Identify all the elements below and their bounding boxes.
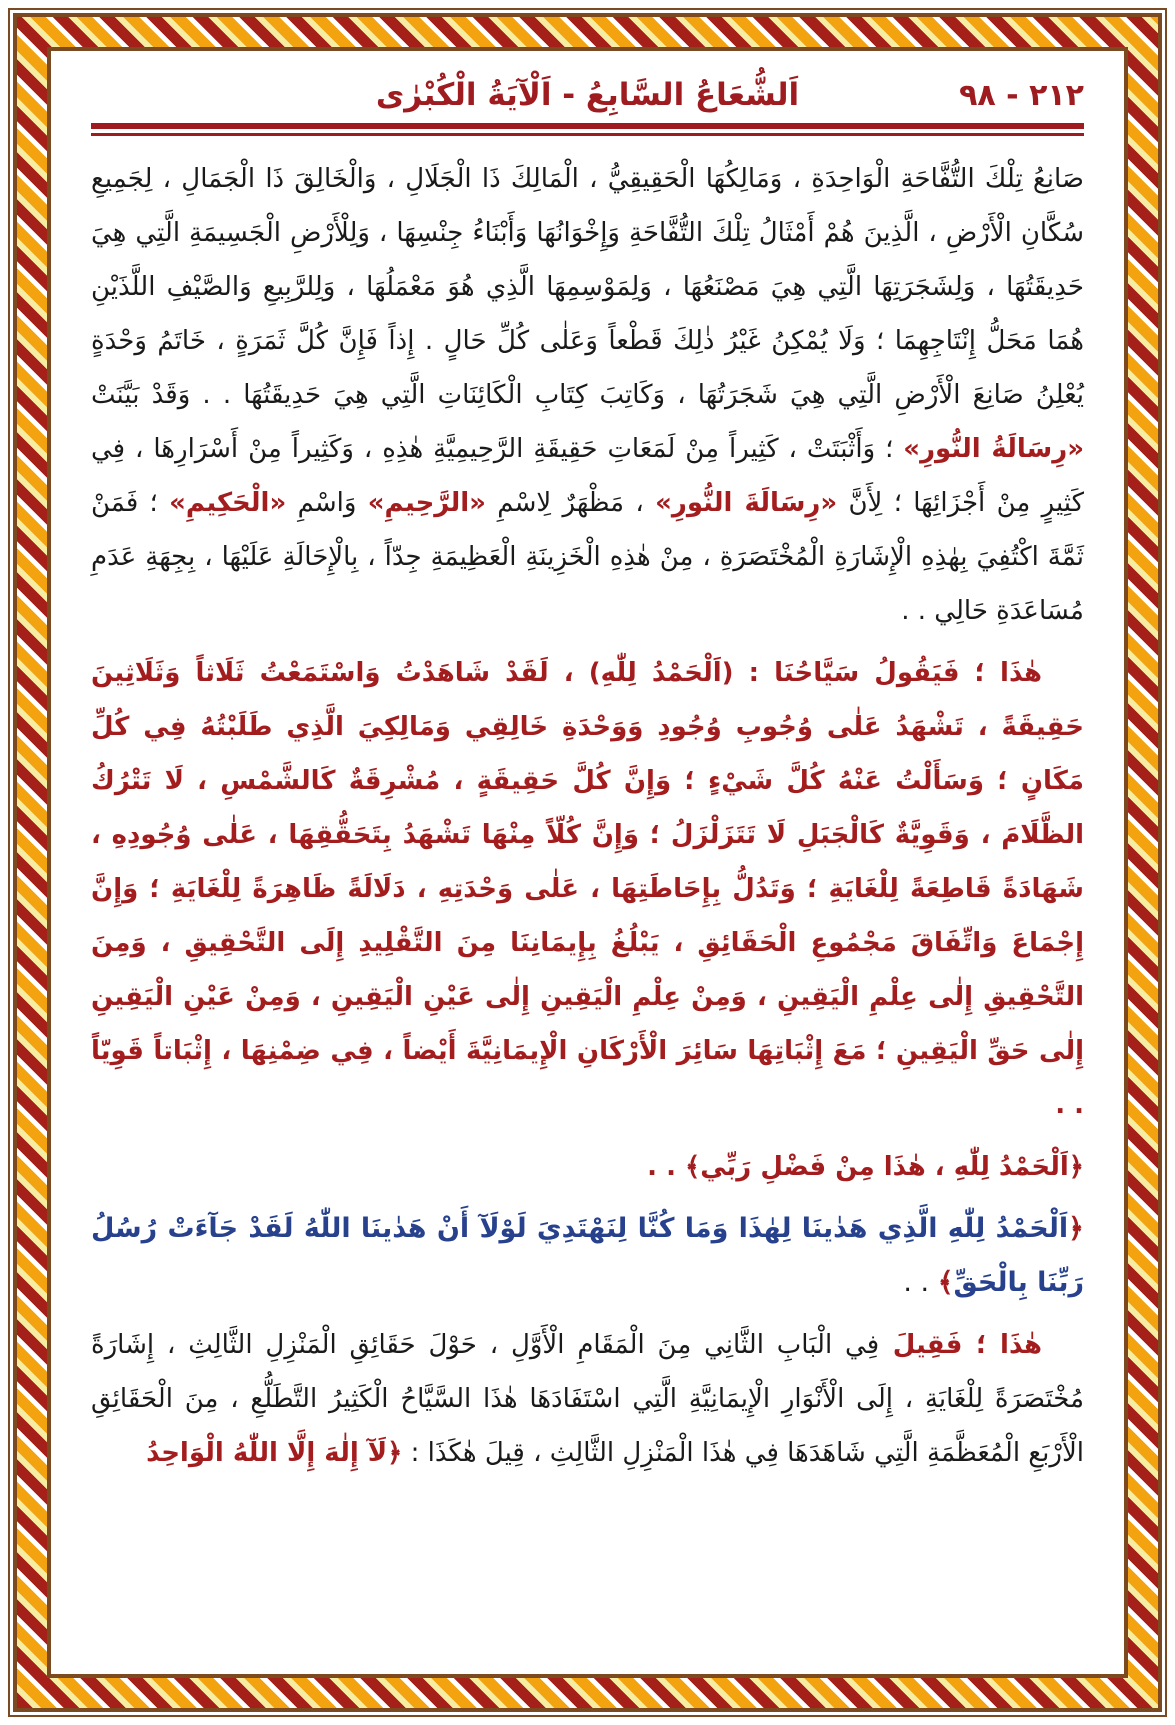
header-double-rule — [91, 123, 1084, 136]
paragraph-continuation: صَانِعُ تِلْكَ التُّفَّاحَةِ الْوَاحِدَةِ ، وَمَالِكُهَا الْحَقِيقِيُّ ، الْمَالِكَ ذَا الْجَلَالِ ، وَالْخَالِقَ ذَا الْجَمَالِ ، لِجَمِيعِ سُكَّانِ الْأَرْضِ ، الَّذِينَ هُمْ أَمْثَالُ تِلْكَ التُّفَّاحَةِ وَإِخْوَانُهَا وَأَبْنَاءُ جِنْسِهَا ، وَلِلْأَرْضِ الْجَسِيمَةِ الَّتِي هِيَ حَدِيقَتُهَا ، وَلِشَجَرَتِهَا الَّتِي هِيَ مَصْنَعُهَا ، وَلِمَوْسِمِهَا الَّذِي هُوَ مَعْمَلُهَا ، وَلِلرَّبِيعِ وَالصَّيْفِ اللَّذَيْنِ هُمَا مَحَلُّ إِنْتَاجِهِمَا ؛ وَلَا يُمْكِنُ غَيْرُ ذٰلِكَ قَطْعاً وَعَلٰى كُلِّ حَالٍ . إِذاً فَإِنَّ كُلَّ ثَمَرَةٍ ، خَاتَمُ وَحْدَةٍ يُعْلِنُ صَانِعَ الْأَرْضِ الَّتِي هِيَ شَجَرَتُهَا ، وَكَاتِبَ كِتَابِ الْكَائِنَاتِ الَّتِي هِيَ حَدِيقَتُهَا . . وَقَدْ بَيَّنَتْ «رِسَالَةُ النُّورِ» ؛ وَأَثْبَتَتْ ، كَثِيراً مِنْ لَمَعَاتِ حَقِيقَةِ الرَّحِيمِيَّةِ هٰذِهِ ، وَكَثِيراً مِنْ أَسْرَارِهَا ، فِي كَثِيرٍ مِنْ أَجْزَائِهَا ؛ لِأَنَّ «رِسَالَةَ النُّورِ» ، مَظْهَرٌ لِاسْمِ «الرَّحِيمِ» وَاسْمِ «الْحَكِيمِ» ؛ فَمَنْ ثَمَّةَ اكْتُفِيَ بِهٰذِهِ الْإِشَارَةِ الْمُخْتَصَرَةِ ، مِنْ هٰذِهِ الْخَزِينَةِ الْعَظِيمَةِ جِدّاً ، بِالْإِحَالَةِ عَلَيْهَا ، بِجِهَةِ عَدَمِ مُسَاعَدَةِ حَالِي . . — [91, 164, 1085, 626]
page-title: اَلشُّعَاعُ السَّابِعُ - اَلْآيَةُ الْكُبْرٰى — [375, 77, 800, 113]
page-numbers: ٢١٢ - ٩٨ — [959, 77, 1084, 113]
page-content-area — [47, 47, 1128, 1678]
document-body — [91, 152, 1084, 1480]
page-header — [91, 77, 1084, 113]
paragraph-closing: هٰذَا ؛ فَقِيلَ فِي الْبَابِ الثَّانِي مِنَ الْمَقَامِ الْأَوَّلِ ، حَوْلَ حَقَائِقِ الْمَنْزِلِ الثَّالِثِ ، إِشَارَةً مُخْتَصَرَةً لِلْغَايَةِ ، إِلَى الْأَنْوَارِ الْإِيمَانِيَّةِ الَّتِي اسْتَفَادَهَا هٰذَا السَّيَّاحُ الْكَثِيرُ التَّطَلُّعِ ، مِنَ الْحَقَائِقِ الْأَرْبَعِ الْمُعَظَّمَةِ الَّتِي شَاهَدَهَا فِي هٰذَا الْمَنْزِلِ الثَّالِثِ ، قِيلَ هٰكَذَا : ﴿لَآ إِلٰهَ إِلَّا اللّٰهُ الْوَاحِدُ — [91, 1330, 1084, 1468]
paragraph-quran-verse: ﴿اَلْحَمْدُ لِلّٰهِ الَّذِي هَدٰينَا لِهٰذَا وَمَا كُنَّا لِنَهْتَدِيَ لَوْلَآ أَنْ هَدٰينَا اللّٰهُ لَقَدْ جَآءَتْ رُسُلُ رَبِّنَا بِالْحَقِّ﴾ . . — [91, 1213, 1084, 1298]
paragraph-traveller-testimony: هٰذَا ؛ فَيَقُولُ سَيَّاحُنَا : (اَلْحَمْدُ لِلّٰهِ) ، لَقَدْ شَاهَدْتُ وَاسْتَمَعْتُ ثَلَاثاً وَثَلَاثِينَ حَقِيقَةً ، تَشْهَدُ عَلٰى وُجُوبِ وُجُودِ وَوَحْدَةِ خَالِقِي وَمَالِكِيَ الَّذِي طَلَبْتُهُ فِي كُلِّ مَكَانٍ ؛ وَسَأَلْتُ عَنْهُ كُلَّ شَيْءٍ ؛ وَإِنَّ كُلَّ حَقِيقَةٍ ، مُشْرِقَةٌ كَالشَّمْسِ ، لَا تَتْرُكُ الظَّلَامَ ، وَقَوِيَّةٌ كَالْجَبَلِ لَا تَتَزَلْزَلُ ؛ وَإِنَّ كُلّاً مِنْهَا تَشْهَدُ بِتَحَقُّقِهَا ، عَلٰى وُجُودِهِ ، شَهَادَةً قَاطِعَةً لِلْغَايَةِ ؛ وَتَدُلُّ بِإِحَاطَتِهَا ، عَلٰى وَحْدَتِهِ ، دَلَالَةً ظَاهِرَةً لِلْغَايَةِ ؛ وَإِنَّ إِجْمَاعَ وَاتِّفَاقَ مَجْمُوعِ الْحَقَائِقِ ، يَبْلُغُ بِإِيمَانِنَا مِنَ التَّقْلِيدِ إِلَى التَّحْقِيقِ ، وَمِنَ التَّحْقِيقِ إِلٰى عِلْمِ الْيَقِينِ ، وَمِنْ عِلْمِ الْيَقِينِ إِلٰى عَيْنِ الْيَقِينِ ، وَمِنْ عَيْنِ الْيَقِينِ إِلٰى حَقِّ الْيَقِينِ ؛ مَعَ إِثْبَاتِهَا سَائِرَ الْأَرْكَانِ الْإِيمَانِيَّةَ أَيْضاً ، فِي ضِمْنِهَا ، إِثْبَاتاً قَوِيّاً . . — [91, 658, 1084, 1120]
paragraph-hamd-phrase: ﴿اَلْحَمْدُ لِلّٰهِ ، هٰذَا مِنْ فَضْلِ رَبِّي﴾ . . — [647, 1152, 1084, 1182]
